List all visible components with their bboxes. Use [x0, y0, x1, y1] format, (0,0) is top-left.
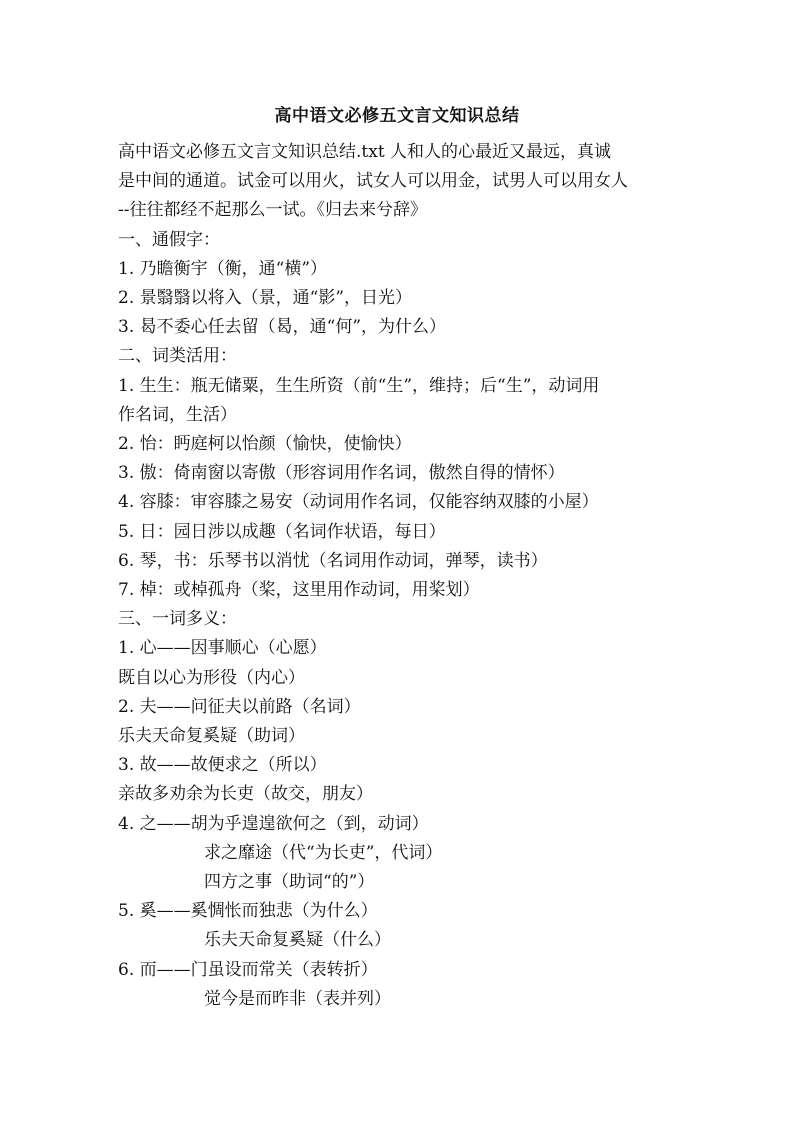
- list-item-example: 乐夫天命复奚疑（助词）: [118, 726, 305, 747]
- document-body: [118, 138, 678, 1014]
- intro-line: 是中间的通道。试金可以用火，试女人可以用金，试男人可以用女人: [118, 171, 628, 192]
- intro-line: --往往都经不起那么一试。《归去来兮辞》: [118, 200, 427, 221]
- list-item: 1. 心——因事顺心（心愿）: [118, 638, 327, 659]
- list-item: 4. 容膝：审容膝之易安（动词用作名词，仅能容纳双膝的小屋）: [118, 492, 599, 513]
- list-item: 7. 棹：或棹孤舟（桨，这里用作动词，用桨划）: [118, 580, 480, 601]
- list-item-example-indented: 四方之事（助词“的”）: [204, 872, 375, 893]
- list-item: 3. 故——故便求之（所以）: [118, 755, 327, 776]
- list-item: 1. 乃瞻衡宇（衡，通“横”）: [118, 258, 328, 279]
- list-item-example-indented: 求之靡途（代“为长吏”，代词）: [204, 842, 443, 863]
- intro-paragraph: [118, 138, 678, 226]
- list-item: 5. 日：园日涉以成趣（名词作状语，每日）: [118, 521, 446, 542]
- list-item: 6. 琴，书：乐琴书以消忧（名词用作动词，弹琴，读书）: [118, 550, 548, 571]
- list-item-example-indented: 觉今是而昨非（表并列）: [204, 988, 391, 1009]
- list-item: 2. 景翳翳以将入（景，通“影”，日光）: [118, 288, 413, 309]
- list-item: 3. 曷不委心任去留（曷，通“何”，为什么）: [118, 317, 447, 338]
- list-item: 6. 而——门虽设而常关（表转折）: [118, 959, 378, 980]
- list-item: 1. 生生：瓶无储粟，生生所资（前“生”，维持；后“生”，动词用: [118, 375, 600, 396]
- list-item: 3. 傲：倚南窗以寄傲（形容词用作名词，傲然自得的情怀）: [118, 463, 565, 484]
- list-item-continuation: 作名词，生活）: [118, 404, 237, 425]
- list-item: 5. 奚——奚惆怅而独悲（为什么）: [118, 901, 378, 922]
- section-heading-cilei-huoyong: 二、词类活用：: [118, 346, 237, 367]
- section-heading-yici-duoyi: 三、一词多义：: [118, 609, 237, 630]
- section-heading-tongjiazi: 一、通假字：: [118, 229, 220, 250]
- document-title: 高中语文必修五文言文知识总结: [274, 106, 520, 126]
- list-item-example: 既自以心为形役（内心）: [118, 667, 305, 688]
- list-item: 4. 之——胡为乎遑遑欲何之（到，动词）: [118, 813, 429, 834]
- list-item: 2. 夫——问征夫以前路（名词）: [118, 696, 361, 717]
- list-item-example: 亲故多劝余为长吏（故交，朋友）: [118, 784, 373, 805]
- list-item-example-indented: 乐夫天命复奚疑（什么）: [204, 930, 391, 951]
- list-item: 2. 怡：眄庭柯以怡颜（愉快，使愉快）: [118, 434, 412, 455]
- intro-line: 高中语文必修五文言文知识总结.txt 人和人的心最近又最远，真诚: [118, 142, 612, 162]
